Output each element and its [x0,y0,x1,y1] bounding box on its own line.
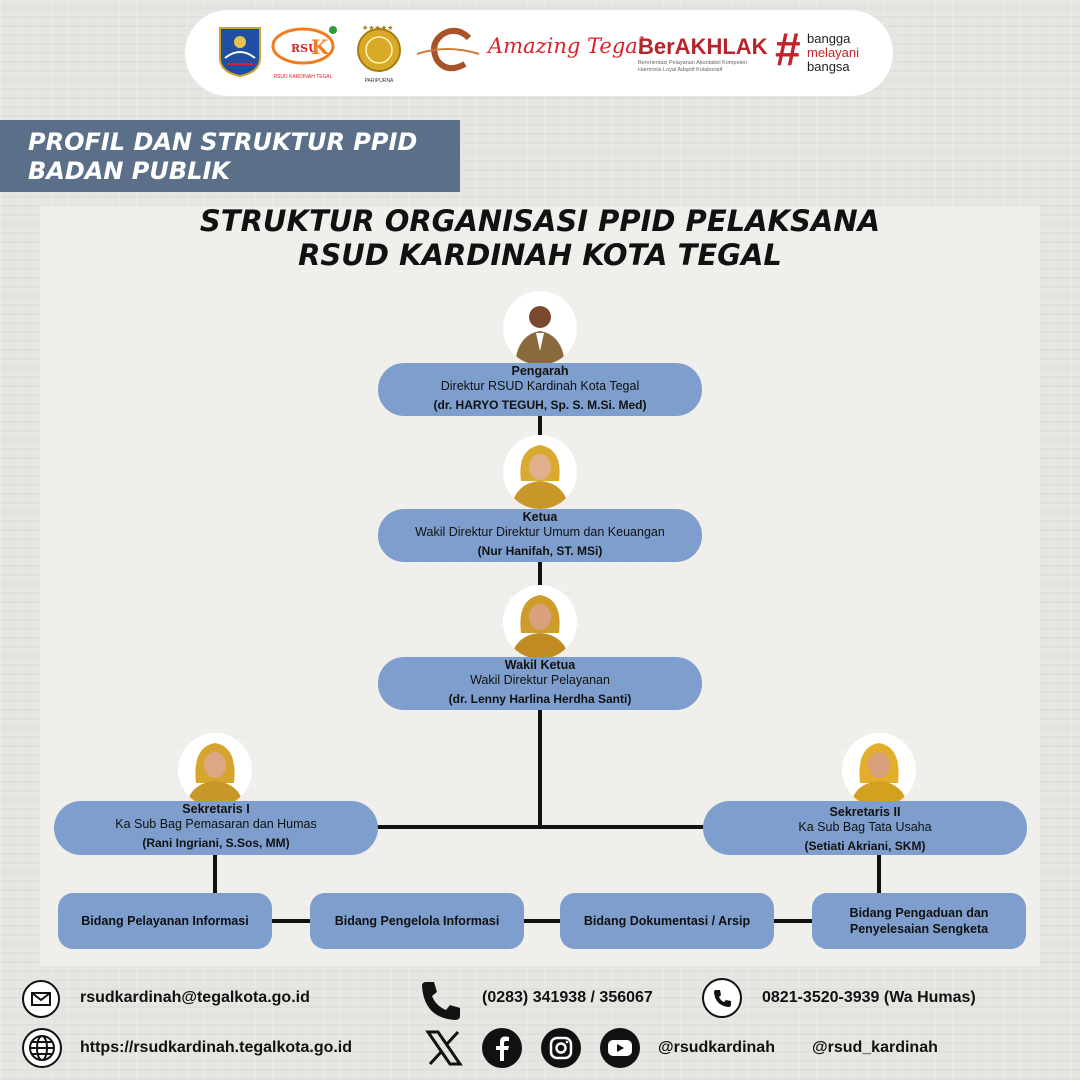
paripurna-logo [353,22,405,86]
ketua-role: Ketua [522,510,558,524]
svg-text:K: K [311,35,329,59]
melayani-word: melayani [807,45,860,60]
sekretaris-2-name: (Setiati Akriani, SKM) [804,839,926,853]
ketua-photo [503,435,577,509]
sekretaris-1-role: Sekretaris I [182,802,250,816]
wakil-ketua-position: Wakil Direktur Pelayanan [470,673,610,687]
bangsa-word: bangsa [807,59,850,74]
connector-wakil-down [538,710,542,828]
email-icon [22,980,60,1018]
berakhlak-tagline: Berorientasi Pelayanan Akuntabel Kompeten Harmonis Loyal Adaptif Kolaboratif [638,60,748,73]
connector-bidang-2-3 [520,919,565,923]
whatsapp-icon [702,978,742,1018]
ketua-box [378,509,702,562]
connector-ketua-wakil [538,562,542,586]
bidang-pengaduan: Bidang Pengaduan dan Penyelesaian Sengketa [812,893,1026,949]
hashtag-icon: # [775,23,801,75]
wakil-ketua-box [378,657,702,710]
bangga-melayani-bangsa-logo [807,32,859,74]
ketua-name: (Nur Hanifah, ST. MSi) [477,544,603,558]
chart-title [0,204,1080,272]
bidang-pengelola-informasi: Bidang Pengelola Informasi [310,893,524,949]
connector-sekretaris2-down [877,855,881,895]
swirl-g-logo [413,24,483,80]
sekretaris-2-box [703,801,1027,855]
wakil-ketua-name: (dr. Lenny Harlina Herdha Santi) [448,692,632,706]
youtube-icon[interactable] [600,1028,640,1068]
ketua-position: Wakil Direktur Direktur Umum dan Keuangan [415,525,665,539]
bangga-word: bangga [807,31,851,46]
kota-tegal-crest-logo [217,24,263,78]
x-twitter-icon[interactable] [424,1028,464,1068]
svg-text:★★★★★: ★★★★★ [362,24,394,32]
facebook-icon[interactable] [482,1028,522,1068]
phone-icon [418,978,462,1022]
banner-line-1: PROFIL DAN STRUKTUR PPID [28,128,418,156]
sekretaris-2-role: Sekretaris II [829,805,901,819]
instagram-icon[interactable] [541,1028,581,1068]
social-handle-2[interactable]: @rsud_kardinah [812,1039,938,1056]
svg-text:RSU: RSU [291,42,318,55]
amazing-tegal-logo: Amazing Tegal [488,34,645,58]
pengarah-box [378,363,702,416]
pengarah-name: (dr. HARYO TEGUH, Sp. S. M.Si. Med) [433,398,647,412]
rsud-kardinah-logo [271,20,341,86]
bidang-dokumentasi-arsip: Bidang Dokumentasi / Arsip [560,893,774,949]
sekretaris-1-box [54,801,378,855]
sekretaris-2-photo [842,733,916,807]
globe-icon [22,1028,62,1068]
berakhlak-logo: BerAKHLAK [638,34,768,59]
pengarah-position: Direktur RSUD Kardinah Kota Tegal [440,379,640,393]
pengarah-photo [503,291,577,365]
connector-bidang-1-2 [270,919,315,923]
pengarah-role: Pengarah [511,364,569,378]
sekretaris-1-name: (Rani Ingriani, S.Sos, MM) [142,836,290,850]
connector-sekretaris1-down [213,855,217,895]
sekretaris-1-position: Ka Sub Bag Pemasaran dan Humas [115,817,317,831]
email-text[interactable]: rsudkardinah@tegalkota.go.id [80,989,310,1006]
logo-bar [185,10,893,96]
banner-line-2: BADAN PUBLIK [28,157,230,185]
rsud-logo-label: RSUD KARDINAH TEGAL [273,74,333,80]
whatsapp-text[interactable]: 0821-3520-3939 (Wa Humas) [762,989,976,1006]
chart-title-line-1: STRUKTUR ORGANISASI PPID PELAKSANA [199,204,881,238]
connector-bidang-3-4 [772,919,817,923]
section-banner [0,120,460,192]
sekretaris-1-photo [178,733,252,807]
sekretaris-2-position: Ka Sub Bag Tata Usaha [798,820,932,834]
bidang-pelayanan-informasi: Bidang Pelayanan Informasi [58,893,272,949]
social-handle-1[interactable]: @rsudkardinah [658,1039,775,1056]
wakil-ketua-photo [503,585,577,659]
chart-title-line-2: RSUD KARDINAH KOTA TEGAL [298,238,782,272]
paripurna-label: PARIPURNA [364,78,394,84]
website-text[interactable]: https://rsudkardinah.tegalkota.go.id [80,1039,353,1056]
phone-text[interactable]: (0283) 341938 / 356067 [482,989,653,1006]
wakil-ketua-role: Wakil Ketua [504,658,576,672]
connector-sekretaris-horizontal [376,825,706,829]
